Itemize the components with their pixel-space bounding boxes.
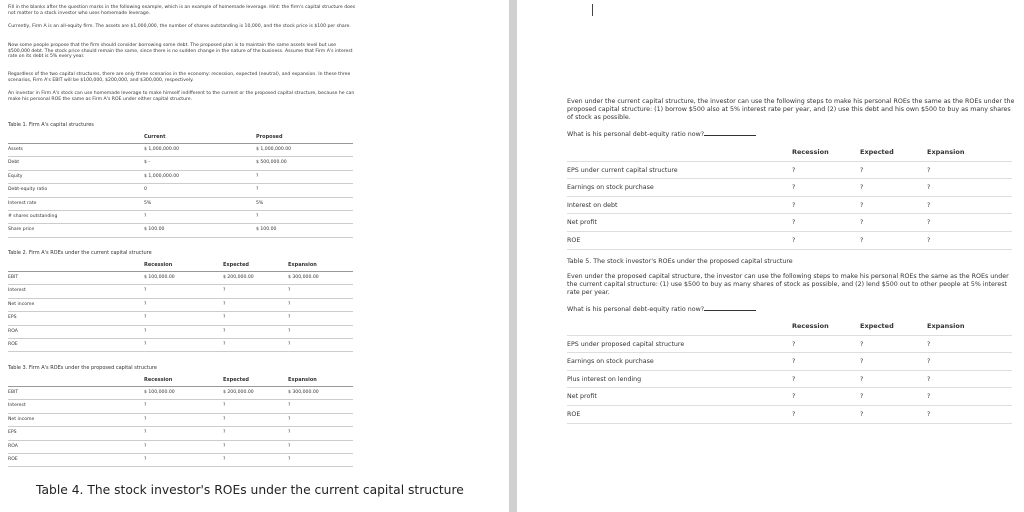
table-cell: ? <box>256 213 259 219</box>
debt-equity-question[interactable] <box>567 131 1017 139</box>
table-row <box>8 326 353 339</box>
table-header-cell: Expected <box>860 322 894 330</box>
table-cell: ? <box>144 288 147 294</box>
table-cell[interactable]: ? <box>927 219 931 227</box>
table-cell: ? <box>288 456 291 462</box>
intro-investor-paragraph: An investor in Firm A's stock can use homemade leverage to make himself indifferent to the current or the proposed capital structure, because he can make his personal ROE the same as Firm A's ROE under either capital structure. <box>8 91 355 102</box>
row-label: EBIT <box>8 275 19 280</box>
table-cell: ? <box>256 173 259 179</box>
table-cell: ? <box>288 301 291 307</box>
table-cell: $ 300,000.00 <box>288 390 319 395</box>
table2-roes-current <box>8 259 353 352</box>
table-cell[interactable]: ? <box>792 410 796 418</box>
table-cell: ? <box>144 328 147 334</box>
row-label: EPS under current capital structure <box>567 166 678 174</box>
table-cell: $ 200,000.00 <box>223 390 254 395</box>
table-cell: ? <box>144 213 147 219</box>
homemade-leverage-steps-paragraph: Even under the current capital structure, the investor can use the following steps to make his personal ROEs the same as the ROEs under the proposed capital structure: (1) borrow $500 also at 5% interest rate per year, and (2) use this debt and his own $500 to buy as many shares of stock as possible. <box>567 98 1015 122</box>
table-row <box>8 224 353 237</box>
table-cell: ? <box>223 341 226 347</box>
table-cell: ? <box>223 315 226 321</box>
table-header-cell: Expected <box>223 262 249 268</box>
page-gutter <box>509 0 517 512</box>
table-cell[interactable]: ? <box>860 358 864 366</box>
right-document-page <box>517 0 1024 512</box>
table-cell: $ 1,000,000.00 <box>144 147 180 152</box>
table-row <box>8 454 353 467</box>
table-header-cell: Current <box>144 134 166 140</box>
table-cell: $ 200,000.00 <box>223 275 254 280</box>
table-row <box>567 232 1012 250</box>
table-cell: ? <box>144 430 147 436</box>
table-cell: ? <box>223 416 226 422</box>
row-label: Net income <box>8 416 35 422</box>
table-cell[interactable]: ? <box>927 358 931 366</box>
table-cell: ? <box>288 315 291 321</box>
table-cell: ? <box>288 416 291 422</box>
table-cell[interactable]: ? <box>860 236 864 244</box>
table-header-cell: Expansion <box>288 377 317 383</box>
question-text: What is his personal debt-equity ratio now? <box>567 131 705 138</box>
row-label: Share price <box>8 227 35 233</box>
table-row <box>8 171 353 184</box>
table-cell: ? <box>144 443 147 449</box>
table-cell[interactable]: ? <box>860 375 864 383</box>
table4-investor-roes-current <box>567 144 1012 250</box>
table-cell: ? <box>288 328 291 334</box>
table-row <box>567 406 1012 424</box>
table-cell[interactable]: ? <box>860 219 864 227</box>
table-row <box>8 312 353 325</box>
table-cell[interactable]: ? <box>927 393 931 401</box>
table-cell[interactable]: ? <box>927 375 931 383</box>
intro-proposal-paragraph: Now some people propose that the firm should consider borrowing some debt. The proposed plan is to maintain the same assets level but use $500,000 debt. The stock price should remain the same, since there is no sudden change in the nature of the business. Assume that Firm A's interest rate on its debt is 5% every year. <box>8 43 353 59</box>
table-header-row <box>567 144 1012 162</box>
row-label: ROE <box>567 236 581 244</box>
table-cell: ? <box>223 328 226 334</box>
table-cell: ? <box>144 416 147 422</box>
row-label: EBIT <box>8 390 19 395</box>
table-cell: ? <box>144 315 147 321</box>
table-cell: ? <box>144 341 147 347</box>
table-cell[interactable]: ? <box>927 166 931 174</box>
table-row <box>8 387 353 400</box>
table-cell: 5% <box>144 200 152 206</box>
row-label: Earnings on stock purchase <box>567 358 654 366</box>
table-cell[interactable]: ? <box>792 184 796 192</box>
row-label: Debt <box>8 160 20 166</box>
table-row <box>8 157 353 170</box>
row-label: ROE <box>8 341 18 347</box>
row-label: ROA <box>8 328 18 334</box>
table-header-cell: Recession <box>144 262 173 268</box>
table-cell: $ 100.00 <box>144 227 165 233</box>
answer-blank[interactable] <box>704 310 756 311</box>
table-header-cell: Expansion <box>288 262 317 268</box>
table-cell: ? <box>223 443 226 449</box>
table-row <box>8 414 353 427</box>
table-header-row <box>567 318 1012 336</box>
table-row <box>567 214 1012 232</box>
table-row <box>567 353 1012 371</box>
row-label: EPS under proposed capital structure <box>567 340 685 348</box>
table2-caption: Table 2. Firm A's ROEs under the current capital structure <box>8 250 152 256</box>
table-cell: $ 1,000,000.00 <box>256 147 292 152</box>
table-row <box>8 198 353 211</box>
table-cell[interactable]: ? <box>927 236 931 244</box>
table-cell[interactable]: ? <box>792 166 796 174</box>
table-cell: $ 300,000.00 <box>288 275 319 280</box>
table-header-cell: Recession <box>144 377 173 383</box>
table-cell: ? <box>144 456 147 462</box>
table-header-cell: Recession <box>792 148 829 156</box>
table-row <box>8 285 353 298</box>
row-label: Interest <box>8 288 26 294</box>
table-cell[interactable]: ? <box>792 358 796 366</box>
table-cell[interactable]: ? <box>792 219 796 227</box>
table-cell[interactable]: ? <box>792 375 796 383</box>
table-cell: ? <box>144 403 147 409</box>
table-cell: ? <box>223 456 226 462</box>
row-label: # shares outstanding <box>8 213 58 219</box>
table5-investor-roes-proposed <box>567 318 1012 424</box>
table-cell: ? <box>288 430 291 436</box>
table-row <box>567 197 1012 215</box>
row-label: Net profit <box>567 393 597 401</box>
table-cell[interactable]: ? <box>860 410 864 418</box>
row-label: Net income <box>8 301 35 307</box>
table-cell[interactable]: ? <box>792 201 796 209</box>
answer-blank[interactable] <box>704 135 756 136</box>
table-cell: ? <box>144 301 147 307</box>
table-cell[interactable]: ? <box>792 393 796 401</box>
table-cell: 0 <box>144 187 147 193</box>
row-label: ROE <box>8 456 18 462</box>
table-row <box>567 336 1012 354</box>
table-header-cell: Expansion <box>927 148 965 156</box>
table-row <box>8 339 353 352</box>
table-cell: $ 100,000.00 <box>144 390 175 395</box>
table-cell: 5% <box>256 200 264 206</box>
table-header-cell: Expected <box>223 377 249 383</box>
table-row <box>567 162 1012 180</box>
table-cell: ? <box>288 288 291 294</box>
row-label: Debt-equity ratio <box>8 187 48 193</box>
table-row <box>8 184 353 197</box>
table-row <box>567 371 1012 389</box>
row-label: Interest rate <box>8 200 37 206</box>
table-cell[interactable]: ? <box>927 201 931 209</box>
row-label: Equity <box>8 173 23 179</box>
intro-hint-paragraph: Fill in the blanks after the question marks in the following example, which is an example of homemade leverage. Hint: the firm's capital structure does not matter to a stock investor who uses homemade leverage. <box>8 5 356 16</box>
table-cell: $ 100,000.00 <box>144 275 175 280</box>
table-cell: $ 500,000.00 <box>256 160 287 166</box>
table-header-row <box>8 259 353 272</box>
proposed-steps-paragraph: Even under the proposed capital structure, the investor can use the following steps to make his personal ROEs the same as the ROEs under the current capital structure: (1) use $500 to buy as many shares of stock as possible, and (2) lend $500 out to other people at 5% interest rate per year. <box>567 273 1009 297</box>
table-cell[interactable]: ? <box>860 184 864 192</box>
row-label: EPS <box>8 430 17 436</box>
table-cell[interactable]: ? <box>792 340 796 348</box>
table-cell: ? <box>223 288 226 294</box>
table-cell[interactable]: ? <box>860 166 864 174</box>
table-row <box>567 179 1012 197</box>
table-cell: $ - <box>144 160 151 166</box>
table-cell: $ 100.00 <box>256 227 277 233</box>
table-cell[interactable]: ? <box>927 340 931 348</box>
table-row <box>8 400 353 413</box>
table-row <box>8 211 353 224</box>
table-cell: ? <box>223 430 226 436</box>
row-label: Interest on debt <box>567 201 618 209</box>
table-cell[interactable]: ? <box>792 236 796 244</box>
table-header-row <box>8 374 353 387</box>
row-label: Assets <box>8 147 23 152</box>
table-row <box>567 388 1012 406</box>
intro-scenarios-paragraph: Regardless of the two capital structures, there are only three scenarios in the economy: recession, expected (neutral), and expansion. In these three scenarios, Firm A's EBIT will be $100,000, $200,000, and $300,000, respectively. <box>8 72 351 83</box>
row-label: Plus interest on lending <box>567 375 642 383</box>
table3-roes-proposed <box>8 374 353 467</box>
table3-caption: Table 3. Firm A's ROEs under the proposed capital structure <box>8 365 157 371</box>
table-row <box>8 427 353 440</box>
table-row <box>8 272 353 285</box>
table-row <box>8 299 353 312</box>
table-cell: $ 1,000,000.00 <box>144 173 180 179</box>
table-cell[interactable]: ? <box>927 410 931 418</box>
table-header-row <box>8 131 353 144</box>
left-document-page <box>0 0 509 512</box>
row-label: EPS <box>8 315 17 321</box>
table-header-cell: Recession <box>792 322 829 330</box>
table-cell: ? <box>223 301 226 307</box>
table-cell[interactable]: ? <box>860 340 864 348</box>
row-label: ROE <box>567 410 581 418</box>
table-cell[interactable]: ? <box>860 393 864 401</box>
question-text: What is his personal debt-equity ratio now? <box>567 306 705 313</box>
row-label: Earnings on stock purchase <box>567 184 654 192</box>
table-cell[interactable]: ? <box>927 184 931 192</box>
row-label: Net profit <box>567 219 597 227</box>
row-label: ROA <box>8 443 18 449</box>
table-cell: ? <box>223 403 226 409</box>
table1-caption: Table 1. Firm A's capital structures <box>8 122 94 128</box>
text-cursor <box>592 4 593 16</box>
table-header-cell: Expected <box>860 148 894 156</box>
table-row <box>8 441 353 454</box>
row-label: Interest <box>8 403 26 409</box>
table-cell: ? <box>288 443 291 449</box>
table-cell[interactable]: ? <box>860 201 864 209</box>
table-header-cell: Expansion <box>927 322 965 330</box>
table-cell: ? <box>256 187 259 193</box>
table-cell: ? <box>288 403 291 409</box>
debt-equity-question-2[interactable] <box>567 306 1017 314</box>
table5-caption: Table 5. The stock investor's ROEs under the proposed capital structure <box>567 258 793 265</box>
table-row <box>8 144 353 157</box>
table1-capital-structures <box>8 131 353 238</box>
table-cell: ? <box>288 341 291 347</box>
table-header-cell: Proposed <box>256 134 283 140</box>
intro-firm-paragraph: Currently, Firm A is an all-equity firm. The assets are $1,000,000, the number of shares outstanding is 10,000, and the stock price is $100 per share. <box>8 24 351 29</box>
table4-caption: Table 4. The stock investor's ROEs under the current capital structure <box>36 483 464 497</box>
